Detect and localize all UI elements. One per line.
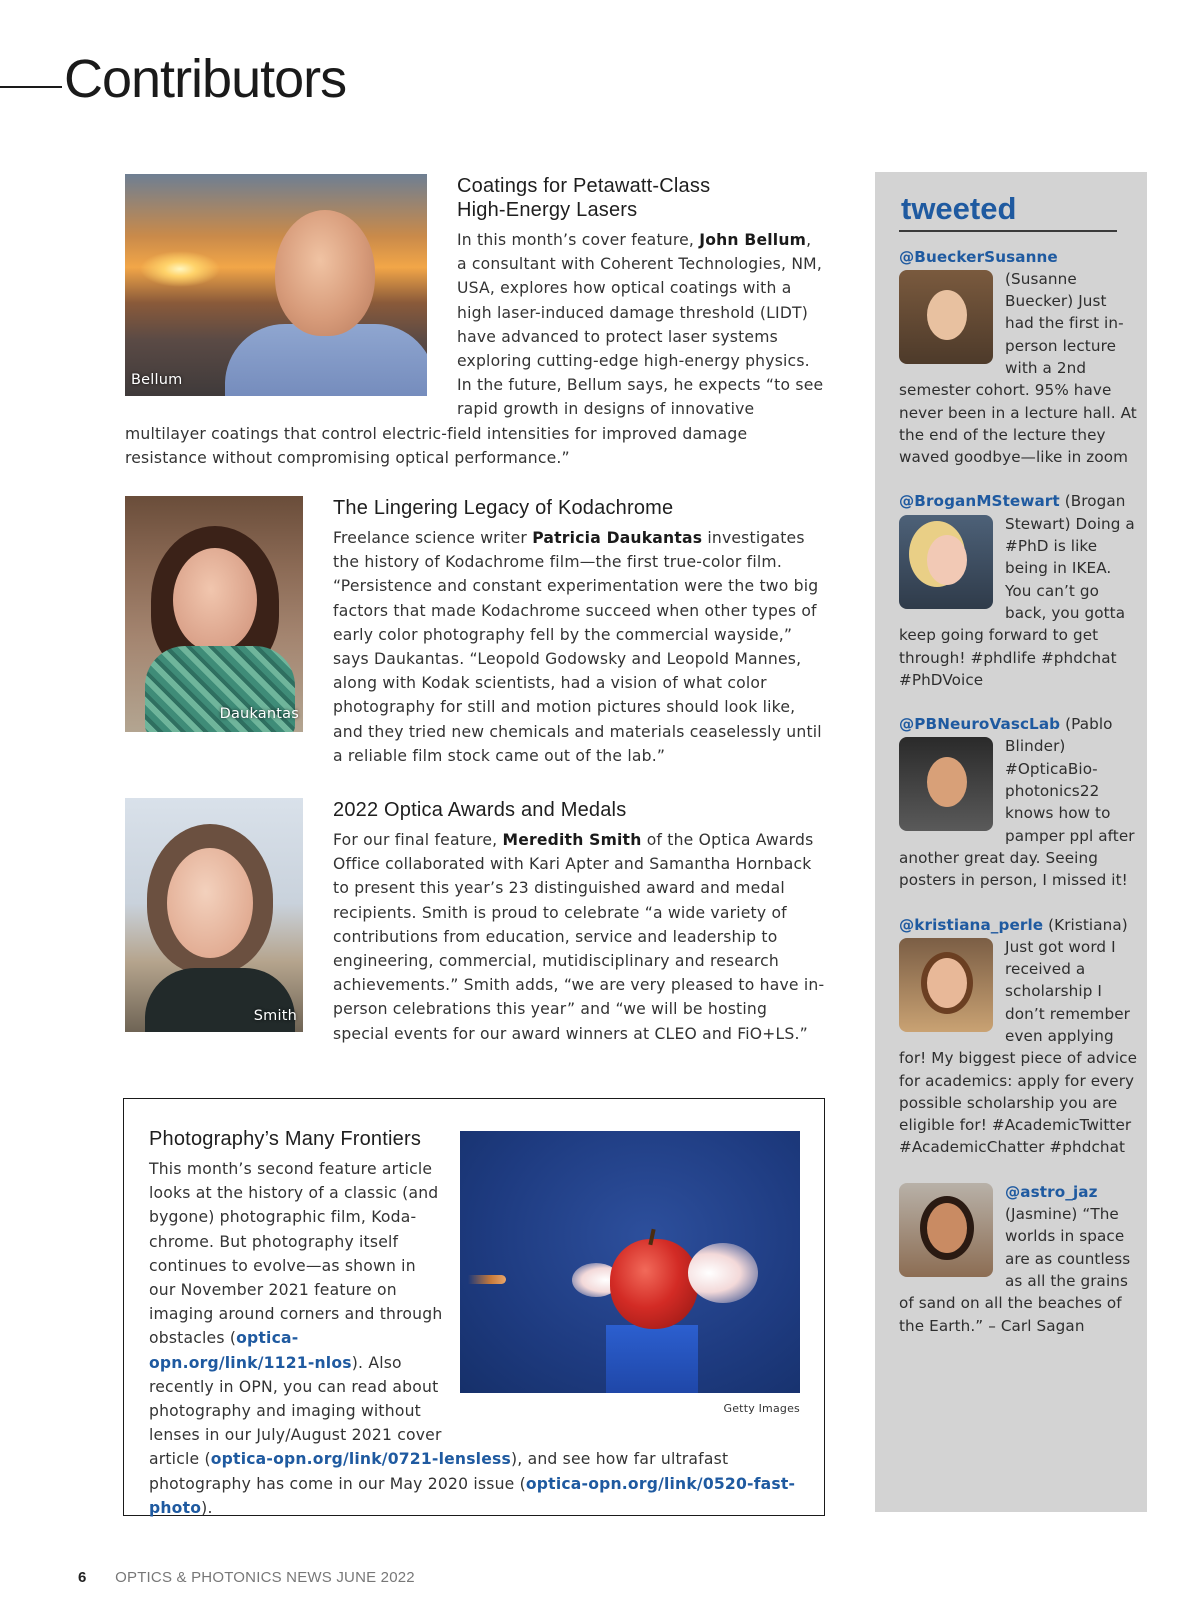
avatar [899, 515, 993, 609]
photo-caption: Smith [253, 1007, 297, 1024]
link-lensless[interactable]: optica-opn.org/link/0721-lensless [210, 1450, 511, 1469]
box-title: Photography’s Many Frontiers [149, 1128, 422, 1150]
link-fast-photo[interactable]: optica-opn.org/link/0520-fast-photo [149, 1474, 796, 1517]
tweet-text: (Susanne Buecker) Just had the first in-person lecture with a 2nd semester cohort. 95% have never been in a lecture hall. At the end of the lecture they waved goodbye—like in zoom [899, 269, 1137, 467]
article-title: Coatings for Petawatt-Class High-Energy Lasers [457, 175, 711, 221]
apple-bullet-photo [460, 1131, 800, 1423]
page-number: 6 [78, 1569, 87, 1586]
article-kodachrome [125, 496, 825, 768]
avatar [899, 270, 993, 364]
sidebar-rule [899, 230, 1117, 232]
tweet-text: (Kristiana) Just got word I received a scholarship I don’t remember even applying for! My biggest piece of advice for academics: apply for every possible scholarship you are eligible for! #AcademicTwitter #AcademicChatter #phdchat [899, 915, 1138, 1157]
daukantas-photo [125, 496, 303, 732]
tweet-item [899, 914, 1139, 1159]
article-coatings [125, 174, 825, 470]
article-title: The Lingering Legacy of Kodachrome [333, 497, 674, 519]
avatar [899, 1183, 993, 1277]
article-body: In this month’s cover feature, John Bellum, a consultant with Coherent Technologies, NM, USA, explores how optical coatings with a high laser-induced damage threshold (LIDT) have advanced to protect laser systems exploring cutting-edge high-energy physics. In the future, Bellum says, he expects “to see rapid growth in designs of innovative multilayer coatings that control electric-field intensities for improved damage resistance without compromising optical performance.” [125, 231, 824, 467]
photo-caption: Daukantas [219, 705, 299, 722]
tweet-handle[interactable]: @PBNeuroVascLab [899, 715, 1061, 734]
title-rule [0, 86, 62, 88]
tweet-handle[interactable]: @BroganMStewart [899, 492, 1060, 511]
tweet-handle[interactable]: @astro_jaz [1005, 1182, 1098, 1201]
tweet-text: (Pablo Blinder) #OpticaBiophotonics22 knows how to pamper ppl after another great day. Seeing posters in person, I missed it! [899, 715, 1135, 890]
article-awards [125, 798, 825, 1046]
sidebar-heading: tweeted [901, 191, 1017, 226]
photography-box [123, 1098, 825, 1516]
magazine-name: OPTICS & PHOTONICS NEWS JUNE 2022 [115, 1569, 415, 1586]
tweet-handle[interactable]: @kristiana_perle [899, 915, 1044, 934]
tweet-item [899, 490, 1139, 691]
avatar [899, 737, 993, 831]
tweeted-sidebar [875, 172, 1147, 1512]
tweet-item [899, 1181, 1139, 1337]
avatar [899, 938, 993, 1032]
smith-photo [125, 798, 303, 1032]
tweet-text: (Jasmine) “The worlds in space are as countless as all the grains of sand on all the beaches of the Earth.” – Carl Sagan [899, 1205, 1131, 1335]
link-nlos[interactable]: optica-opn.org/link/1121-nlos [149, 1329, 352, 1372]
tweet-item [899, 246, 1139, 469]
author-name: John Bellum [699, 231, 807, 249]
tweet-item [899, 713, 1139, 891]
tweet-handle[interactable]: @BueckerSusanne [899, 247, 1058, 266]
article-title: 2022 Optica Awards and Medals [333, 799, 627, 821]
tweet-text: (Brogan Stewart) Doing a #PhD is like being in IKEA. You can’t go back, you gotta keep going forward to get through! #phdlife #phdchat #PhDVoice [899, 492, 1135, 689]
article-body: Freelance science writer Patricia Daukantas investigates the history of Kodachrome film—the first true-color film. “Persistence and constant experimentation were the two big factors that made Kodachrome succeed when other types of early color photography fell by the commercial wayside,” says Daukantas. “Leopold Godowsky and Leopold Mannes, along with Kodak scientists, had a vision of what color photography for still and motion pictures should look like, and they tried new chemicals and materials ceaselessly until a reliable film stock came out of the lab.” [333, 529, 822, 765]
box-body: This month’s second feature article looks at the history of a classic (and bygone) photographic film, Kodachrome. But photography itself continues to evolve—as shown in our November 2021 feature on imaging around corners and through obstacles (optica-opn.org/link/1121-nlos). Also recently in OPN, you can read about photography and imaging without lenses in our July/August 2021 cover article (optica-opn.org/link/0721-lensless), and see how far ultrafast photography has come in our May 2020 issue (optica-opn.org/link/0520-fast-photo). [149, 1160, 796, 1517]
article-body: For our final feature, Meredith Smith of the Optica Awards Office collaborated with Kari Apter and Samantha Hornback to present this year’s 23 distinguished award and medal recipients. Smith is proud to celebrate “a wide variety of contributions from education, service and leadership to engineering, commercial, mutidisciplinary and research achievements.” Smith adds, “we are very pleased to have in-person celebrations this year” and “we will be hosting special events for our award winners at CLEO and FiO+LS.” [333, 831, 825, 1043]
author-name: Patricia Daukantas [532, 529, 703, 547]
photo-credit: Getty Images [723, 1402, 800, 1415]
author-name: Meredith Smith [502, 831, 642, 849]
page-title: Contributors [64, 49, 347, 109]
bellum-photo [125, 174, 427, 396]
page-footer [78, 1568, 415, 1586]
photo-caption: Bellum [131, 371, 183, 388]
